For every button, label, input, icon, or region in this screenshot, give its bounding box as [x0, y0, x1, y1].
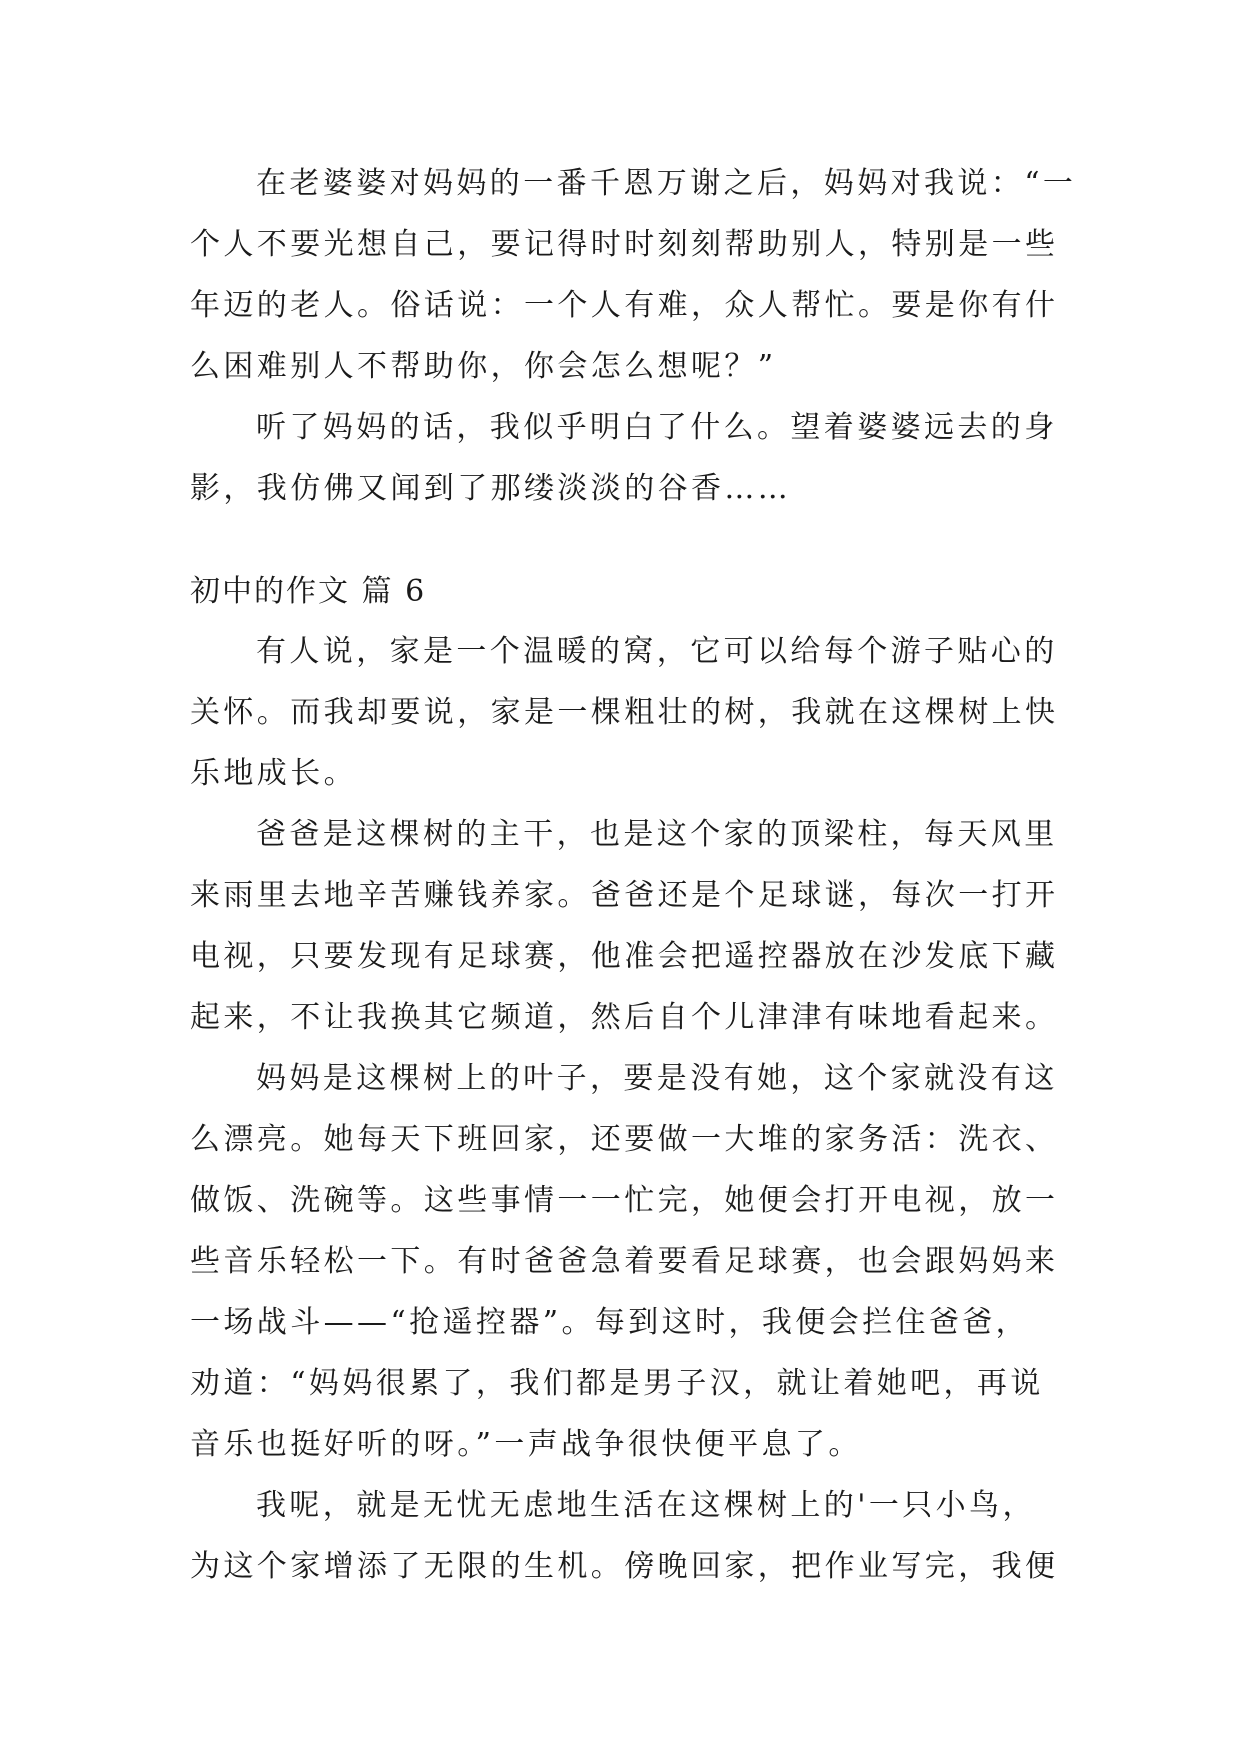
section-heading: 初中的作文 篇 6	[190, 574, 427, 609]
paragraph-line: 影，我仿佛又闻到了那缕淡淡的谷香……	[190, 471, 792, 506]
paragraph-line: 起来，不让我换其它频道，然后自个儿津津有味地看起来。	[190, 1000, 1059, 1035]
paragraph-line: 年迈的老人。俗话说：一个人有难，众人帮忙。要是你有什	[190, 288, 1059, 323]
paragraph-line: 音乐也挺好听的呀。”一声战争很快便平息了。	[190, 1427, 862, 1462]
paragraph-line: 关怀。而我却要说，家是一棵粗壮的树，我就在这棵树上快	[190, 695, 1059, 730]
paragraph-line: 来雨里去地辛苦赚钱养家。爸爸还是个足球谜，每次一打开	[190, 878, 1059, 913]
paragraph-line: 为这个家增添了无限的生机。傍晚回家，把作业写完，我便	[190, 1549, 1059, 1584]
paragraph-line: 一场战斗——“抢遥控器”。每到这时，我便会拦住爸爸，	[190, 1305, 1030, 1340]
paragraph-line: 做饭、洗碗等。这些事情一一忙完，她便会打开电视，放一	[190, 1183, 1059, 1218]
paragraph-line: 些音乐轻松一下。有时爸爸急着要看足球赛，也会跟妈妈来	[190, 1244, 1059, 1279]
paragraph-line: 听了妈妈的话，我似乎明白了什么。望着婆婆远去的身	[256, 410, 1058, 445]
paragraph-line: 爸爸是这棵树的主干，也是这个家的顶梁柱，每天风里	[256, 817, 1058, 852]
paragraph-line: 劝道：“妈妈很累了，我们都是男子汉，就让着她吧，再说	[190, 1366, 1044, 1401]
paragraph-line: 在老婆婆对妈妈的一番千恩万谢之后，妈妈对我说：“一	[256, 166, 1077, 201]
paragraph-line: 我呢，就是无忧无虑地生活在这棵树上的'一只小鸟，	[256, 1488, 1036, 1523]
paragraph-line: 妈妈是这棵树上的叶子，要是没有她，这个家就没有这	[256, 1061, 1058, 1096]
paragraph-line: 有人说，家是一个温暖的窝，它可以给每个游子贴心的	[256, 634, 1058, 669]
paragraph-line: 么漂亮。她每天下班回家，还要做一大堆的家务活：洗衣、	[190, 1122, 1059, 1157]
paragraph-line: 电视，只要发现有足球赛，他准会把遥控器放在沙发底下藏	[190, 939, 1059, 974]
paragraph-line: 么困难别人不帮助你，你会怎么想呢？”	[190, 349, 777, 384]
paragraph-line: 个人不要光想自己，要记得时时刻刻帮助别人，特别是一些	[190, 227, 1059, 262]
paragraph-line: 乐地成长。	[190, 756, 357, 791]
